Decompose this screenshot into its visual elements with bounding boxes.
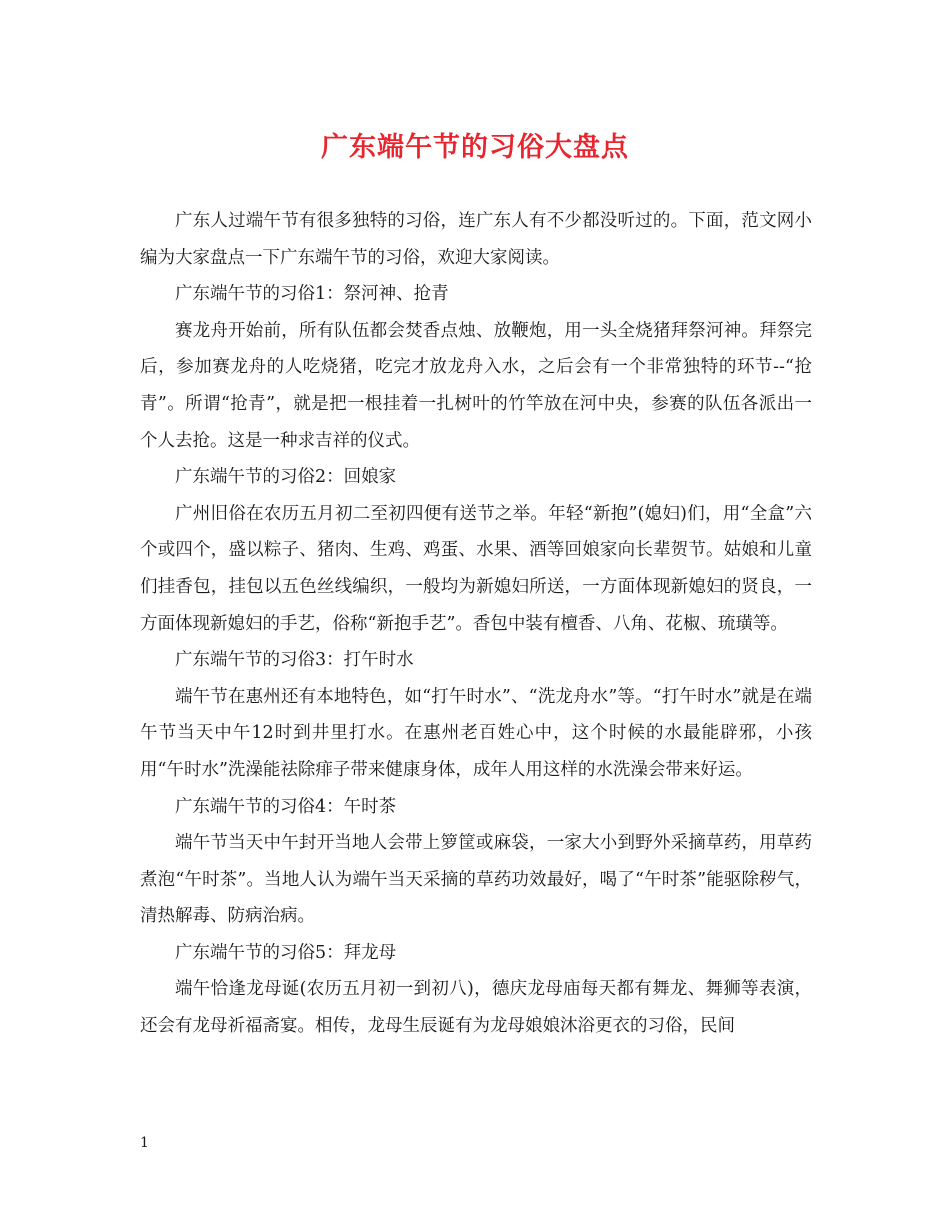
intro-paragraph: 广东人过端午节有很多独特的习俗，连广东人有不少都没听过的。下面，范文网小编为大家盘点一下广东端午节的习俗，欢迎大家阅读。 bbox=[140, 211, 812, 268]
custom-2-heading: 广东端午节的习俗2：回娘家 bbox=[175, 467, 397, 488]
custom-5-heading: 广东端午节的习俗5：拜龙母 bbox=[175, 942, 397, 963]
custom-5-paragraph: 端午恰逢龙母诞(农历五月初一到初八)，德庆龙母庙每天都有舞龙、舞狮等表演，还会有龙母祈福斋宴。相传，龙母生辰诞有为龙母娘娘沐浴更衣的习俗，民间 bbox=[140, 979, 812, 1037]
custom-3-heading: 广东端午节的习俗3：打午时水 bbox=[175, 650, 414, 671]
custom-1-paragraph: 赛龙舟开始前，所有队伍都会焚香点烛、放鞭炮，用一头全烧猪拜祭河神。拜祭完后，参加赛龙舟的人吃烧猪，吃完才放龙舟入水，之后会有一个非常独特的环节--“抢青”。所谓“抢青”，就是把一根挂着一扎树叶的竹竿放在河中央，参赛的队伍各派出一个人去抢。这是一种求吉祥的仪式。 bbox=[140, 320, 812, 451]
custom-2-paragraph: 广州旧俗在农历五月初二至初四便有送节之举。年轻“新抱”(媳妇)们，用“全盒”六个或四个，盛以粽子、猪肉、生鸡、鸡蛋、水果、酒等回娘家向长辈贺节。姑娘和儿童们挂香包，挂包以五色丝线编织，一般均为新媳妇所送，一方面体现新媳妇的贤良，一方面体现新媳妇的手艺，俗称“新抱手艺”。香包中装有檀香、八角、花椒、琉璜等。 bbox=[140, 503, 812, 634]
custom-4-heading: 广东端午节的习俗4：午时茶 bbox=[175, 796, 397, 817]
document-body bbox=[140, 203, 812, 1045]
page-number: 1 bbox=[140, 1135, 149, 1151]
document-title: 广东端午节的习俗大盘点 bbox=[321, 132, 629, 163]
custom-4-paragraph: 端午节当天中午封开当地人会带上箩筐或麻袋，一家大小到野外采摘草药，用草药煮泡“午时茶”。当地人认为端午当天采摘的草药功效最好，喝了“午时茶”能驱除秽气，清热解毒、防病治病。 bbox=[140, 833, 812, 927]
custom-1-heading: 广东端午节的习俗1：祭河神、抢青 bbox=[175, 284, 449, 305]
custom-3-paragraph: 端午节在惠州还有本地特色，如“打午时水”、“洗龙舟水”等。“打午时水”就是在端午节当天中午12时到井里打水。在惠州老百姓心中，这个时候的水最能辟邪，小孩用“午时水”洗澡能祛除痱子带来健康身体，成年人用这样的水洗澡会带来好运。 bbox=[140, 686, 812, 780]
